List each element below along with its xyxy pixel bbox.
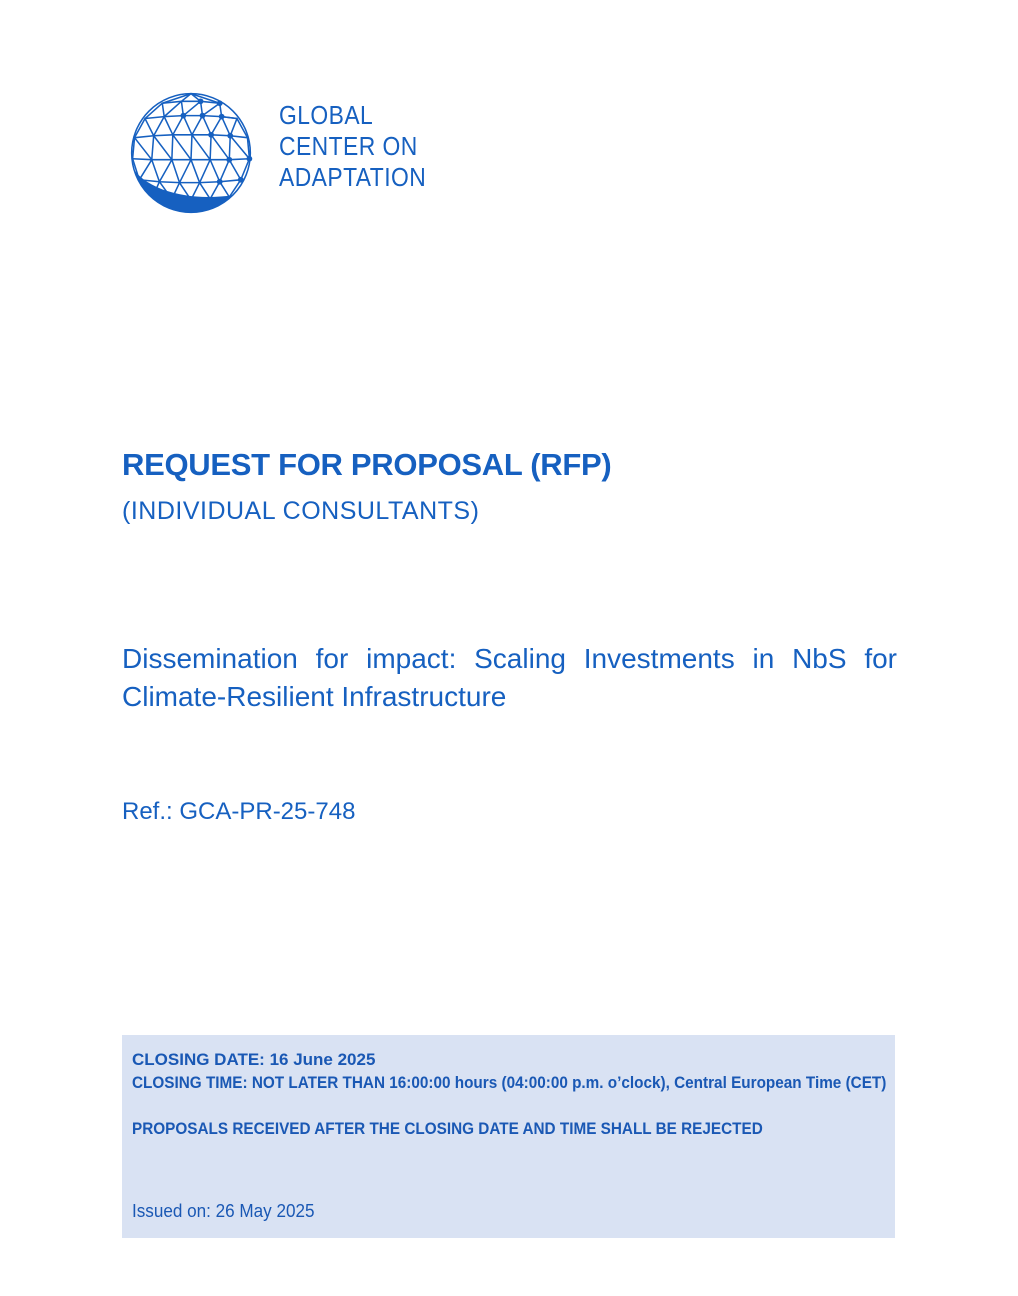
box-spacer — [132, 1094, 885, 1117]
logo-wordmark — [279, 100, 426, 193]
issued-on-line — [132, 1201, 324, 1222]
logo-word-line2: CENTER ON — [279, 131, 418, 161]
reference-number: Ref.: GCA-PR-25-748 — [122, 798, 356, 825]
document-subtitle: (INDIVIDUAL CONSULTANTS) — [122, 497, 480, 525]
globe-icon — [123, 86, 259, 220]
closing-time-text: CLOSING TIME: NOT LATER THAN 16:00:00 hours (04:00:00 p.m. o’clock), Central European Time (CET) — [132, 1073, 887, 1092]
logo-word-line1: GLOBAL — [279, 100, 374, 130]
gca-logo — [123, 86, 446, 220]
closing-date-text: CLOSING DATE: 16 June 2025 — [132, 1050, 376, 1069]
rejection-notice-line — [132, 1117, 885, 1140]
issued-on-text: Issued on: 26 May 2025 — [132, 1201, 315, 1221]
document-title: REQUEST FOR PROPOSAL (RFP) — [122, 447, 612, 482]
assignment-subject: Dissemination for impact: Scaling Investments in NbS for Climate-Resilient Infrastructure — [122, 643, 897, 712]
logo-word-line3: ADAPTATION — [279, 162, 427, 192]
closing-date-line — [132, 1048, 885, 1071]
closing-info-box — [122, 1035, 895, 1238]
closing-time-line — [132, 1071, 885, 1094]
rejection-notice-text: PROPOSALS RECEIVED AFTER THE CLOSING DATE AND TIME SHALL BE REJECTED — [132, 1119, 763, 1138]
